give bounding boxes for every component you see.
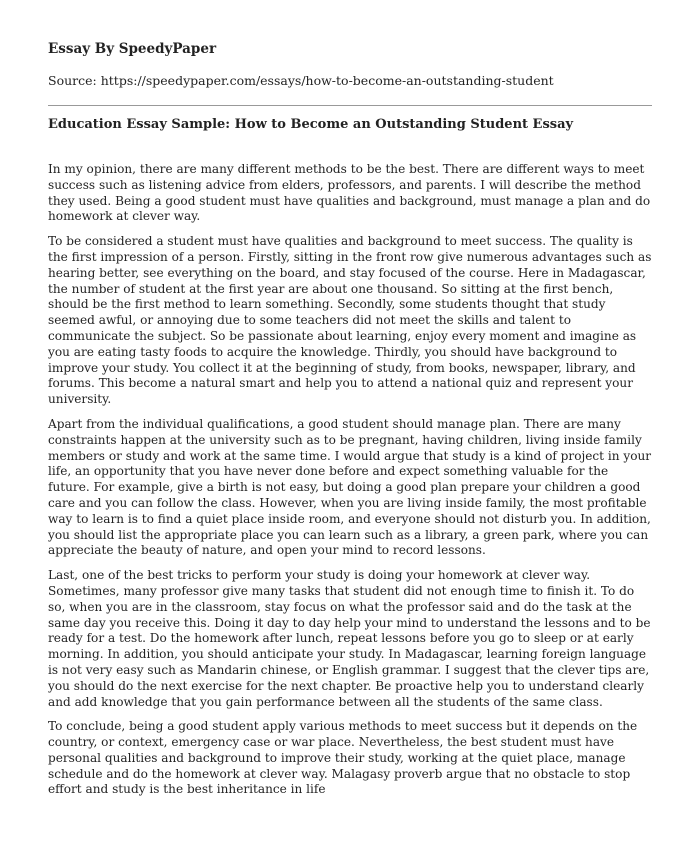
essay-paragraph-4: Last, one of the best tricks to perform your study is doing your homework at clever way. Sometimes, many professor give many tasks that student did not enough time to finish it. To do so, when you are in the classroom, stay focus on what the professor said and do the task at the same day you receive this. Doing it day to day help your mind to understand the lessons and to be ready for a test. Do the homework after lunch, repeat lessons before you go to sleep or at early morning. In addition, you should anticipate your study. In Madagascar, learning foreign language is not very easy such as Mandarin chinese, or English grammar. I suggest that the clever tips are, you should do the next exercise for the next chapter. Be proactive help you to understand clearly and add knowledge that you gain performance between all the students of the same class. [48, 568, 651, 709]
essay-paragraph-2: To be considered a student must have qualities and background to meet success. The quality is the first impression of a person. Firstly, sitting in the front row give numerous advantages such as hearing better, see everything on the board, and stay focused of the course. Here in Madagascar, the number of student at the first year are about one thousand. So sitting at the first bench, should be the first method to learn something. Secondly, some students thought that study seemed awful, or annoying due to some teachers did not meet the skills and talent to communicate the subject. So be passionate about learning, enjoy every moment and imagine as you are eating tasty foods to acquire the knowledge. Thirdly, you should have background to improve your study. You collect it at the beginning of study, from books, newspaper, library, and forums. This become a natural smart and help you to attend a national quiz and represent your university. [48, 234, 652, 407]
brand-title: Essay By SpeedyPaper [48, 41, 217, 57]
essay-paragraph-5: To conclude, being a good student apply various methods to meet success but it depends on the country, or context, emergency case or war place. Nevertheless, the best student must have personal qualities and background to improve their study, working at the quiet place, manage schedule and do the homework at clever way. Malagasy proverb argue that no obstacle to stop effort and study is the best inheritance in life [48, 719, 638, 797]
source-line [48, 72, 652, 89]
essay-paragraph-1: In my opinion, there are many different methods to be the best. There are different ways to meet success such as listening advice from elders, professors, and parents. I will describe the method they used. Being a good student must have qualities and background, must manage a plan and do homework at clever way. [48, 162, 651, 224]
source-url: https://speedypaper.com/essays/how-to-become-an-outstanding-student [100, 73, 554, 88]
header-divider [48, 105, 652, 106]
source-label: Source: [48, 73, 97, 88]
essay-paragraph-3: Apart from the individual qualifications, a good student should manage plan. There are many constraints happen at the university such as to be pregnant, having children, living inside family members or study and work at the same time. I would argue that study is a kind of project in your life, an opportunity that you have never done before and expect something valuable for the future. For example, give a birth is not easy, but doing a good plan prepare your children a good care and you can follow the class. However, when you are living inside family, the most profitable way to learn is to find a quiet place inside room, and everyone should not disturb you. In addition, you should list the appropriate place you can learn such as a library, a green park, where you can appreciate the beauty of nature, and open your mind to record lessons. [48, 416, 652, 558]
essay-title: Education Essay Sample: How to Become an Outstanding Student Essay [48, 117, 574, 132]
document-page [48, 40, 652, 807]
